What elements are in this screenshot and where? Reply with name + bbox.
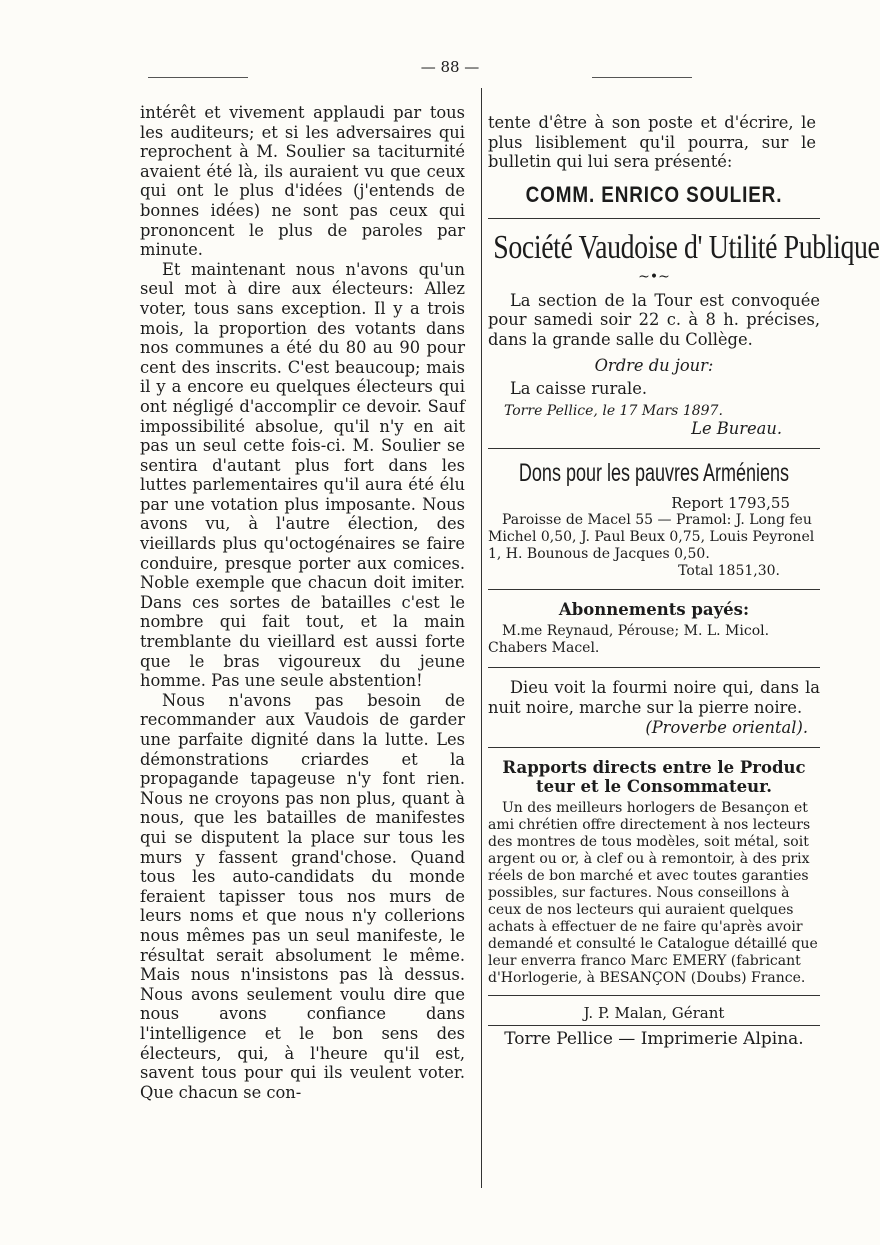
flourish-ornament: ~•~ [638, 268, 670, 285]
continuation-text: tente d'être à son poste et d'écrire, le plus lisiblement qu'il pourra, sur le bulletin qui lui sera présenté: [488, 113, 816, 172]
paragraph-3: Nous n'avons pas besoin de recommander aux Vaudois de garder une parfaite dignité dans la lutte. Les démonstrations criardes et la propagande tapageuse n'y font rien. Nous ne croyons pas non plus, quant à nous, que les batailles de manifestes qui se disputent la place sur tous les murs y fassent grand'chose. Quand tous les auto-candidats du monde feraient tapisser tous nos murs de leurs noms et que nous n'y collerions nous mêmes pas un seul manifeste, le résultat serait absolument le même. Mais nous n'insistons pas là dessus. Nous avons seulement voulu dire que nous avons confiance dans l'intelligence et le bon sens des électeurs, qui, à l'heure qu'il est, savent tous pour qui ils veulent voter. Que chacun se con- [140, 690, 465, 1102]
right-column [488, 113, 880, 1050]
agenda-title: Ordre du jour: [594, 355, 714, 375]
advert-title-line2: teur et le Consommateur. [535, 777, 772, 797]
divider [488, 218, 820, 219]
society-title: Société Vaudoise d' Utilité Publique [493, 228, 880, 266]
divider [488, 995, 820, 996]
paragraph-1: intérêt et vivement applaudi par tous les auditeurs; et si les adversaires qui reprochent à M. Soulier sa taciturnité avaient été là, ils auraient vu que ceux qui ont le plus d'idées (j'entends de bonnes idées) ne sont pas ceux qui prononcent le plus de paroles par minute. [140, 103, 465, 260]
donations-details: Paroisse de Macel 55 — Pramol: J. Long feu Michel 0,50, J. Paul Beux 0,75, Louis Peyronel 1, H. Bounous de Jacques 0,50. [488, 512, 815, 563]
donations-title: Dons pour les pauvres Arméniens [518, 459, 790, 488]
candidate-name: COMM. ENRICO SOULIER. [525, 181, 783, 207]
subscriptions-text: M.me Reynaud, Pérouse; M. L. Micol. Chabers Macel. [488, 623, 770, 657]
signature: Le Bureau. [691, 418, 782, 438]
paragraph-2: Et maintenant nous n'avons qu'un seul mot à dire aux électeurs: Allez voter, tous sans exception. Il y a trois mois, la proportion des votants dans nos communes a été du 80 au 90 pour cent des inscrits. C'est beaucoup; mais il y a encore eu quelques électeurs qui ont négligé d'accomplir ce devoir. Sauf impossibilité absolue, qu'il n'y en ait pas un seul cette fois-ci. M. Soulier se sentira d'autant plus fort dans les luttes parlementaires qu'il aura été élu par une votation plus imposante. Nous avons vu, à l'autre élection, des vieillards plus qu'octogénaires se faire conduire, presque porter aux comices. Noble exemple que chacun doit imiter. Dans ces sortes de batailles c'est le nombre qui fait tout, et la main tremblante du vieillard est aussi forte que le bras vigoureux du jeune homme. Pas une seule abstention! [140, 259, 465, 691]
subscriptions-title: Abonnements payés: [558, 600, 750, 620]
society-notice: La section de la Tour est convoquée pour samedi soir 22 c. à 8 h. précises, dans la grande salle du Collège. [488, 290, 820, 349]
advert-title-line1: Rapports directs entre le Produc [502, 758, 806, 778]
divider [488, 667, 820, 668]
left-column [140, 103, 465, 1102]
divider [488, 448, 820, 449]
divider [488, 1025, 820, 1026]
agenda-item: La caisse rurale. [510, 379, 648, 399]
printer-line: Torre Pellice — Imprimerie Alpina. [504, 1029, 804, 1050]
donations-total: Total 1851,30. [678, 563, 780, 580]
header-rule-right [592, 77, 692, 78]
page-number: — 88 — [420, 58, 480, 76]
advert-text: Un des meilleurs horlogers de Besançon et ami chrétien offre directement à nos lecteurs des montres de tous modèles, soit métal, soit argent ou or, à clef ou à remontoir, à des prix réels de bon marché et avec toutes garanties possibles, sur factures. Nous conseillons à ceux de nos lecteurs qui auraient quelques achats à effectuer de ne faire qu'après avoir demandé et consulté le Catalogue détaillé que leur enverra franco Marc EMERY (fabricant d'Horlogerie, à BESANÇON (Doubs) France. [488, 800, 818, 987]
divider [488, 747, 820, 748]
column-divider [481, 88, 482, 1188]
header-rule-left [148, 77, 248, 78]
proverb-text: Dieu voit la fourmi noire qui, dans la nuit noire, marche sur la pierre noire. [488, 678, 820, 717]
divider [488, 589, 820, 590]
gerant-line: J. P. Malan, Gérant [583, 1004, 725, 1023]
proverb-source: (Proverbe oriental). [645, 717, 808, 737]
date-line: Torre Pellice, le 17 Mars 1897. [504, 402, 723, 419]
donations-report: Report 1793,55 [671, 494, 790, 513]
